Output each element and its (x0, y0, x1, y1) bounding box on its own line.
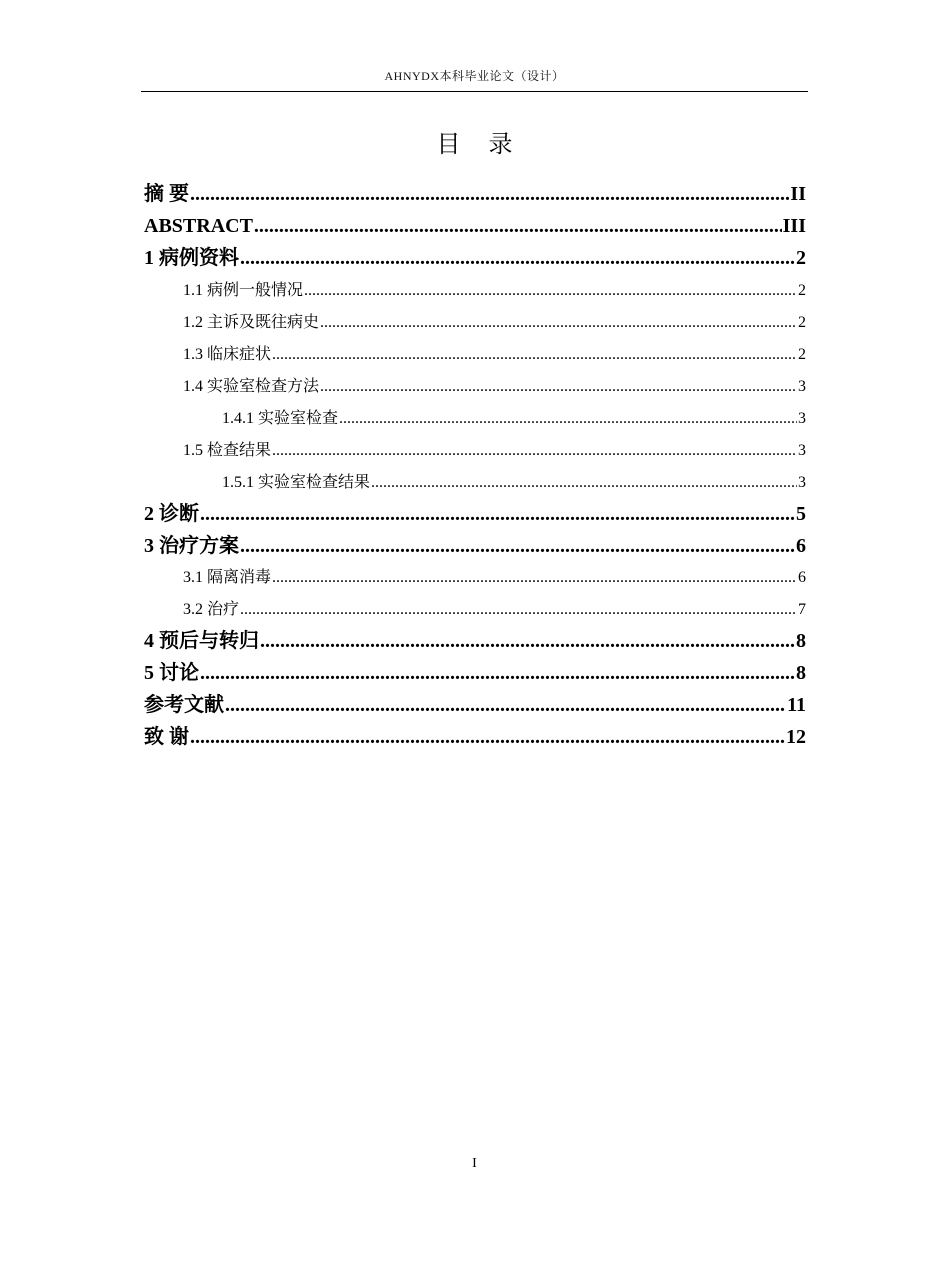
toc-entry-page: 12 (786, 726, 806, 748)
page-header: AHNYDX本科毕业论文（设计） (384, 69, 565, 83)
toc-leader-dots (190, 178, 789, 210)
toc-entry-page: 7 (798, 601, 806, 618)
toc-entry[interactable] (183, 562, 806, 594)
toc-entry-page: 2 (798, 346, 806, 363)
toc-entry-label: 1.4.1 实验室检查 (222, 410, 339, 427)
toc-entry[interactable] (183, 594, 806, 626)
toc-entry[interactable] (183, 275, 806, 307)
toc-entry-label: 1.5.1 实验室检查结果 (222, 474, 371, 491)
toc-entry-page: 3 (798, 474, 806, 491)
toc-leader-dots (272, 339, 797, 371)
toc-entry-label: 1.2 主诉及既往病史 (183, 314, 320, 331)
toc-entry[interactable] (183, 307, 806, 339)
toc-leader-dots (304, 275, 797, 307)
toc-entry[interactable] (144, 242, 806, 274)
toc-entry[interactable] (144, 689, 806, 721)
toc-leader-dots (320, 371, 797, 403)
toc-entry[interactable] (144, 657, 806, 689)
toc-leader-dots (320, 307, 797, 339)
toc-entry-page: 2 (796, 247, 806, 269)
toc-entry[interactable] (183, 435, 806, 467)
toc-entry-page: 11 (787, 694, 806, 716)
toc-leader-dots (190, 721, 785, 753)
toc-entry[interactable] (144, 178, 806, 210)
toc-entry-label: ABSTRACT (144, 215, 253, 237)
toc-entry-label: 1.5 检查结果 (183, 442, 272, 459)
toc-entry-page: 6 (796, 535, 806, 557)
toc-entry-label: 参考文献 (144, 694, 224, 716)
toc-entry-page: III (782, 215, 806, 237)
toc-entry[interactable] (183, 339, 806, 371)
toc-entry-page: 8 (796, 630, 806, 652)
toc-entry[interactable] (144, 721, 806, 753)
toc-leader-dots (272, 562, 797, 594)
toc-entry-label: 3.2 治疗 (183, 601, 240, 618)
toc-leader-dots (254, 210, 782, 242)
toc-leader-dots (240, 594, 797, 626)
toc-entry[interactable] (144, 625, 806, 657)
toc-leader-dots (200, 498, 795, 530)
toc-entry[interactable] (183, 371, 806, 403)
toc-leader-dots (272, 435, 797, 467)
toc-entry[interactable] (144, 210, 806, 242)
toc-title: 目录 (436, 130, 541, 158)
toc-entry-label: 3.1 隔离消毒 (183, 569, 272, 586)
toc-leader-dots (240, 530, 795, 562)
toc-entry-page: 2 (798, 314, 806, 331)
toc-entry[interactable] (222, 403, 806, 435)
toc-entry-page: 3 (798, 410, 806, 427)
toc-entry-label: 3 治疗方案 (144, 535, 239, 557)
toc-entry-label: 1 病例资料 (144, 247, 239, 269)
toc-entry-label: 2 诊断 (144, 503, 199, 525)
toc-entry[interactable] (222, 467, 806, 499)
toc-entry-label: 1.1 病例一般情况 (183, 282, 304, 299)
toc-entry-label: 摘 要 (144, 183, 189, 205)
toc-entry-page: II (790, 183, 806, 205)
toc-entry-label: 4 预后与转归 (144, 630, 259, 652)
toc-entry[interactable] (144, 498, 806, 530)
toc-entry-label: 5 讨论 (144, 662, 199, 684)
toc-entry-page: 3 (798, 442, 806, 459)
toc-entry-label: 1.4 实验室检查方法 (183, 378, 320, 395)
toc-leader-dots (260, 625, 795, 657)
toc-entry-label: 致 谢 (144, 726, 189, 748)
page-number: I (472, 1156, 477, 1171)
toc-leader-dots (200, 657, 795, 689)
toc-entry-page: 2 (798, 282, 806, 299)
toc-leader-dots (225, 689, 786, 721)
toc-leader-dots (339, 403, 797, 435)
toc-entry[interactable] (144, 530, 806, 562)
toc-leader-dots (240, 242, 795, 274)
toc-entry-page: 5 (796, 503, 806, 525)
toc-entry-label: 1.3 临床症状 (183, 346, 272, 363)
toc-entry-page: 8 (796, 662, 806, 684)
toc-leader-dots (371, 467, 797, 499)
toc-entry-page: 3 (798, 378, 806, 395)
toc-entry-page: 6 (798, 569, 806, 586)
